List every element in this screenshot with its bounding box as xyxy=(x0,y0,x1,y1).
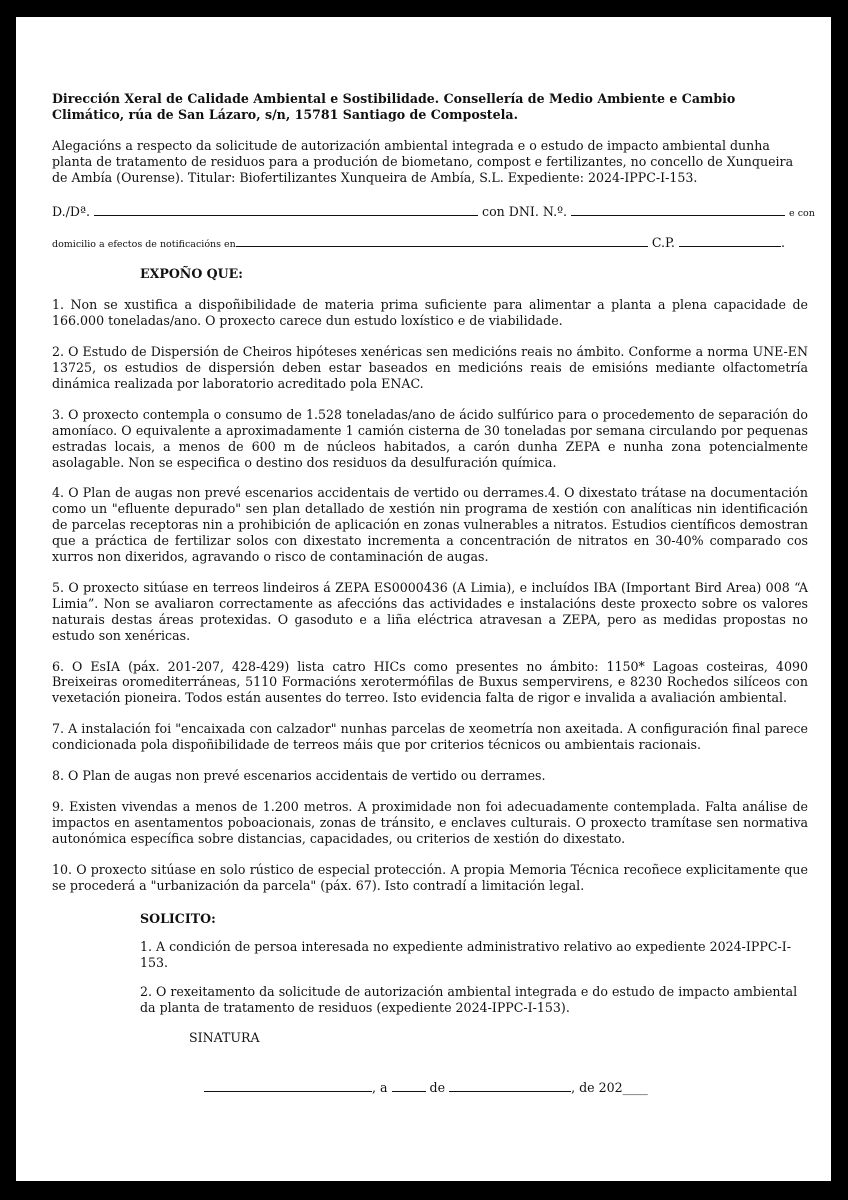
allegation-item: 1. Non se xustifica a dispoñibilidade de materia prima suficiente para alimentar a planta a plena capacidade de 166.000 toneladas/ano. O proxecto carece dun estudo loxístico e de viabilidade. xyxy=(52,297,808,329)
cp-label: C.P. xyxy=(651,235,675,251)
allegation-item: 3. O proxecto contempla o consumo de 1.528 toneladas/ano de ácido sulfúrico para o procedemento de separación do amoníaco. O equivalente a aproximadamente 1 camión cisterna de 30 toneladas por semana circulando por pequenas estradas locais, a menos de 600 m de núcleos habitados, a carón dunha ZEPA e nunha zona potencialmente asolagable. Non se especifica o destino dos residuos da desulfuración química. xyxy=(52,406,808,470)
allegation-item: 4. O Plan de augas non prevé escenarios accidentais de vertido ou derrames.4. O dixestato trátase na documentación como un "efluente depurado" sen plan detallado de xestión nin programa de xestión con analíticas nin identificación de parcelas receptoras nin a prohibición de aplicación en zonas vulnerables a nitratos. Estudios científicos demostran que a práctica de fertilizar solos con dixestato incrementa a concentración de nitratos en 30-40% comparado cos xurros non dixeridos, agravando o risco de contaminación de augas. xyxy=(52,485,808,565)
place-field[interactable] xyxy=(204,1080,372,1092)
allegation-item: 6. O EsIA (páx. 201-207, 428-429) lista catro HICs como presentes no ámbito: 1150* Lagoas costeiras, 4090 Breixeiras oromediterráneas, 5110 Formacións xerotermófilas de Buxus sempervirens, e 8230 Rochedos silíceos con vexetación pioneira. Todos están ausentes do terreo. Isto evidencia falta de rigor e invalida a avaliación ambiental. xyxy=(52,658,808,706)
request-item: 1. A condición de persoa interesada no expediente administrativo relativo ao expediente 2024-IPPC-I-153. xyxy=(140,939,791,971)
cp-period: . xyxy=(780,235,785,251)
allegation-item: 7. A instalación foi "encaixada con calzador" nunhas parcelas de xeometría non axeitada. A configuración final parece condicionada pola dispoñibilidade de terreos máis que por criterios técnicos ou ambientais racionais. xyxy=(52,721,808,753)
cp-field[interactable] xyxy=(679,235,781,247)
signature-label: SINATURA xyxy=(189,1030,260,1046)
name-label: D./Dª. xyxy=(52,203,90,219)
year-blank[interactable]: ____ xyxy=(622,1079,648,1095)
allegation-item: 2. O Estudo de Dispersión de Cheiros hipóteses xenéricas sen medicións reais no ámbito. Conforme a norma UNE-EN 13725, os estudios de dispersión deben estar baseados en medicións reais de emisións mediante olfactometría dinámica realizada por laboratorio acreditado pola ENAC. xyxy=(52,344,808,391)
address-label: domicilio a efectos de notificacións en xyxy=(52,239,236,251)
month-field[interactable] xyxy=(449,1080,571,1092)
date-a-label: , a xyxy=(372,1079,388,1095)
allegation-item: 10. O proxecto sitúase en solo rústico de especial protección. A propia Memoria Técnica recoñece explicitamente que se procederá a "urbanización da parcela" (páx. 67). Isto contradí a limitación legal. xyxy=(52,861,808,893)
day-field[interactable] xyxy=(392,1080,426,1092)
address-field[interactable] xyxy=(236,235,648,247)
address-line xyxy=(52,235,808,253)
intro-paragraph: Alegacións a respecto da solicitude de autorización ambiental integrada e o estudo de impacto ambiental dunha planta de tratamento de residuos para a produción de biometano, compost e fertilizantes, no concello de Xunqueira de Ambía (Ourense). Titular: Biofertilizantes Xunqueira de Ambía, S.L. Expediente: 2024-IPPC-I-153. xyxy=(52,137,794,185)
document-body xyxy=(52,91,815,1096)
solicito-title: SOLICITO: xyxy=(140,910,216,926)
dni-label: con DNI. N.º. xyxy=(482,203,568,219)
name-field[interactable] xyxy=(94,204,478,216)
dni-field[interactable] xyxy=(571,204,785,216)
allegation-item: 5. O proxecto sitúase en terreos lindeiros á ZEPA ES0000436 (A Limia), e incluídos IBA (Important Bird Area) 008 “A Limia”. Non se avaliaron correctamente as afeccións das actividades e instalacións deste proxecto sobre os valores naturais destas áreas protexidas. O gasoduto e a liña eléctrica atravesan a ZEPA, pero as medidas propostas no estudo son xenéricas. xyxy=(52,579,808,643)
and-with-label: e con xyxy=(789,207,815,219)
document-page xyxy=(16,17,831,1181)
allegation-item: 8. O Plan de augas non prevé escenarios accidentais de vertido ou derrames. xyxy=(52,768,546,784)
expono-title: EXPOÑO QUE: xyxy=(140,266,243,282)
allegation-item: 9. Existen vivendas a menos de 1.200 metros. A proximidade non foi adecuadamente contemplada. Falta análise de impactos en asentamentos poboacionais, zonas de tránsito, e enclaves culturais. O proxecto tramítase sen normativa autonómica específica sobre distancias, capacidades, ou criterios de xestión do dixestato. xyxy=(52,799,808,846)
name-dni-line xyxy=(52,203,815,222)
place-date-line xyxy=(204,1080,808,1096)
date-de-label: de xyxy=(429,1079,446,1095)
recipient-header: Dirección Xeral de Calidade Ambiental e Sostibilidade. Consellería de Medio Ambiente e Cambio Climático, rúa de San Lázaro, s/n, 15781 Santiago de Compostela. xyxy=(52,91,736,122)
year-prefix: , de 202 xyxy=(571,1079,623,1095)
request-item: 2. O rexeitamento da solicitude de autorización ambiental integrada e do estudo de impacto ambiental da planta de tratamento de residuos (expediente 2024-IPPC-I-153). xyxy=(140,984,798,1016)
